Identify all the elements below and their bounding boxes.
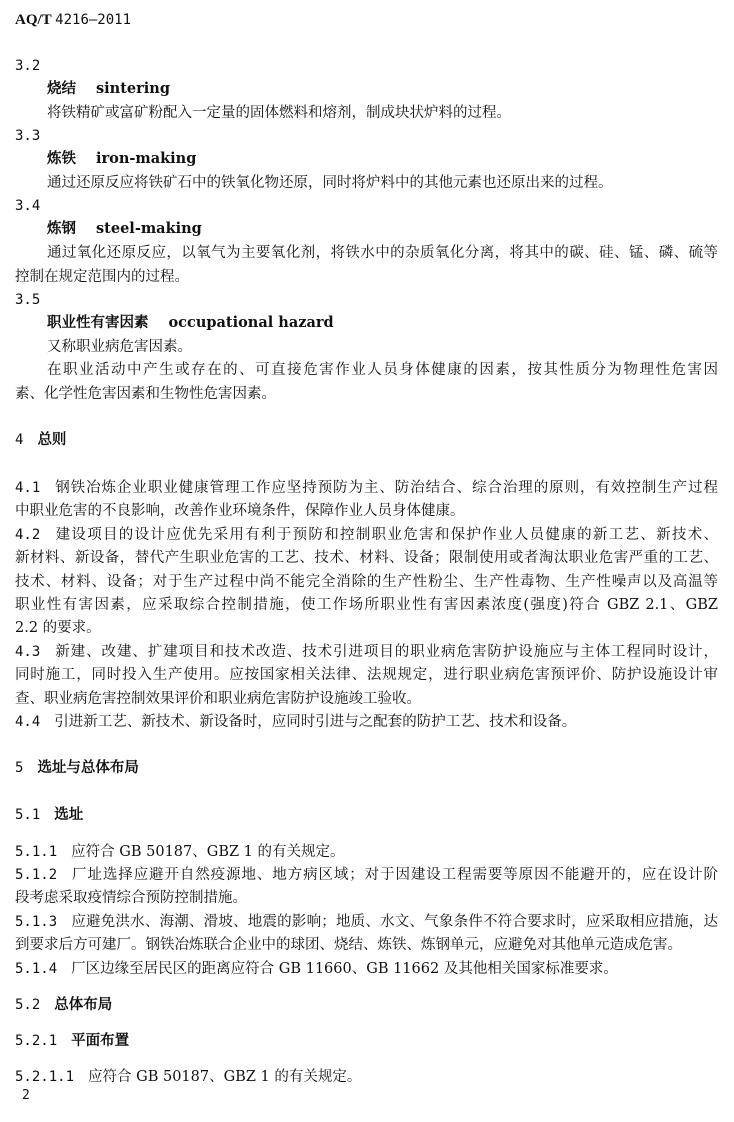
- term-cn: 职业性有害因素: [47, 314, 149, 331]
- section-heading: [15, 757, 718, 779]
- section-number: 5.2.1: [15, 1033, 58, 1049]
- clause-line: [15, 911, 718, 933]
- doc-code: AQ/T: [15, 12, 52, 28]
- term-definition: 素、化学性危害因素和生物性危害因素。: [15, 386, 276, 402]
- clause-line: [15, 958, 718, 980]
- clause-line: [15, 641, 718, 663]
- clause-line: [15, 711, 718, 733]
- clause-line: [15, 477, 718, 499]
- clause-line: 查、职业病危害控制效果评价和职业病危害防护设施竣工验收。: [15, 691, 421, 707]
- term-definition: 通过还原反应将铁矿石中的铁氧化物还原，同时将炉料中的其他元素也还原出来的过程。: [47, 175, 613, 191]
- term-heading: [47, 78, 718, 100]
- clause-number: 4.3: [15, 644, 41, 660]
- clause-number: 5.1.4: [15, 961, 58, 977]
- term-cn: 烧结: [47, 80, 76, 97]
- clause-text: 厂址选择应避开自然疫源地、地方病区域；对于因建设工程需要等原因不能避开的，应在设计阶: [71, 867, 718, 883]
- clause-number: 4.1: [15, 480, 41, 496]
- subsection-heading: [15, 994, 718, 1016]
- clause-line: 新材料、新设备，替代产生职业危害的工艺、技术、材料、设备；限制使用或者淘汰职业危害严重的工艺、: [15, 550, 718, 566]
- clause-text: 钢铁冶炼企业职业健康管理工作应坚持预防为主、防治结合、综合治理的原则，有效控制生产过程: [54, 480, 718, 496]
- term-cn: 炼铁: [47, 150, 76, 167]
- clause-line: [15, 1066, 718, 1088]
- clause-line: [15, 864, 718, 886]
- section-title: 选址与总体布局: [37, 759, 139, 776]
- term-heading: [47, 148, 718, 170]
- clause-number: 3.2: [15, 58, 41, 74]
- clause-number: 5.1.1: [15, 844, 58, 860]
- term-en: steel-making: [96, 220, 202, 237]
- section-number: 5.2: [15, 997, 41, 1013]
- clause-number: 5.1.3: [15, 914, 58, 930]
- clause-line: 2.2 的要求。: [15, 620, 101, 636]
- section-title: 总体布局: [54, 996, 113, 1013]
- clause-text: 应符合 GB 50187、GBZ 1 的有关规定。: [71, 844, 345, 860]
- clause-number: 4.4: [15, 714, 41, 730]
- clause-number: 3.5: [15, 292, 41, 308]
- term-cn: 炼钢: [47, 220, 76, 237]
- section-number: 5.1: [15, 807, 41, 823]
- clause-text: 应避免洪水、海潮、滑坡、地震的影响；地质、水文、气象条件不符合要求时，应采取相应措施，达: [71, 914, 718, 930]
- clause-line: 中职业危害的不良影响，改善作业环境条件，保障作业人员身体健康。: [15, 503, 465, 519]
- subsection-heading: [15, 804, 718, 826]
- clause-line: [15, 841, 718, 863]
- clause-line: [15, 524, 718, 546]
- clause-number: 4.2: [15, 527, 41, 543]
- term-definition: 在职业活动中产生或存在的、可直接危害作业人员身体健康的因素，按其性质分为物理性危害因: [47, 362, 718, 378]
- section-number: 4: [15, 432, 24, 448]
- term-definition: 控制在规定范围内的过程。: [15, 269, 189, 285]
- clause-text: 新建、改建、扩建项目和技术改造、技术引进项目的职业病危害防护设施应与主体工程同时设计，: [54, 644, 718, 660]
- clause-text: 引进新工艺、新技术、新设备时，应同时引进与之配套的防护工艺、技术和设备。: [54, 714, 577, 730]
- section-title: 平面布置: [71, 1032, 130, 1049]
- clause-line: 技术、材料、设备；对于生产过程中尚不能完全消除的生产性粉尘、生产性毒物、生产性噪声以及高温等: [15, 574, 718, 590]
- term-heading: [47, 312, 718, 334]
- doc-number: 4216—2011: [55, 12, 132, 28]
- clause-text: 厂区边缘至居民区的距离应符合 GB 11660、GB 11662 及其他相关国家标准要求。: [71, 961, 618, 977]
- term-en: sintering: [96, 80, 170, 97]
- clause-number: 3.4: [15, 198, 41, 214]
- clause-text: 应符合 GB 50187、GBZ 1 的有关规定。: [88, 1069, 362, 1085]
- clause-line: 到要求后方可建厂。钢铁冶炼联合企业中的球团、烧结、炼铁、炼钢单元，应避免对其他单元造成危害。: [15, 937, 682, 953]
- clause-text: 建设项目的设计应优先采用有利于预防和控制职业危害和保护作业人员健康的新工艺、新技术、: [54, 527, 718, 543]
- term-en: iron-making: [96, 150, 197, 167]
- term-en: occupational hazard: [168, 314, 334, 331]
- clause-number: 5.1.2: [15, 867, 58, 883]
- page-header: [15, 9, 718, 31]
- clause-line: 段考虑采取疫情综合预防控制措施。: [15, 890, 247, 906]
- clause-line: 同时施工，同时投入生产使用。应按国家相关法律、法规规定，进行职业病危害预评价、防护设施设计审: [15, 667, 718, 683]
- section-title: 总则: [37, 431, 67, 448]
- term-definition: 将铁精矿或富矿粉配入一定量的固体燃料和熔剂，制成块状炉料的过程。: [47, 105, 511, 121]
- section-title: 选址: [54, 806, 84, 823]
- clause-line: 职业性有害因素，应采取综合控制措施，使工作场所职业性有害因素浓度(强度)符合 GBZ 2.1、GBZ: [15, 597, 718, 613]
- clause-number: 3.3: [15, 128, 41, 144]
- term-definition: 又称职业病危害因素。: [47, 339, 192, 355]
- term-definition: 通过氧化还原反应，以氧气为主要氧化剂，将铁水中的杂质氧化分离，将其中的碳、硅、锰、磷、硫等: [47, 245, 718, 261]
- term-heading: [47, 218, 718, 240]
- section-heading: [15, 429, 718, 451]
- section-number: 5: [15, 760, 24, 776]
- subsection-heading: [15, 1030, 718, 1052]
- page-number: 2: [22, 1088, 30, 1103]
- clause-number: 5.2.1.1: [15, 1069, 75, 1085]
